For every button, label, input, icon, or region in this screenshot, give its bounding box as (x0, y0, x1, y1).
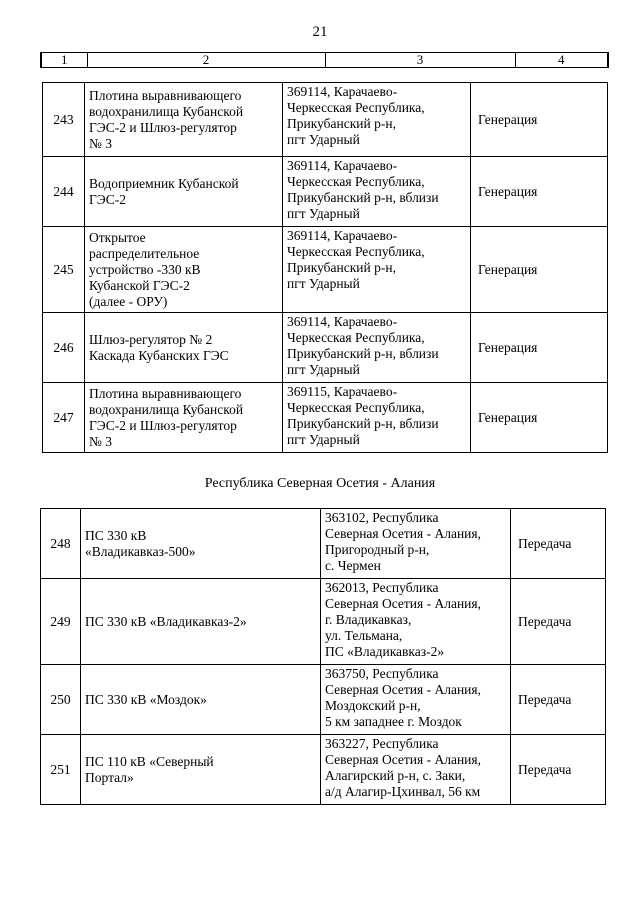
facility-name-line: ГЭС-2 (89, 191, 126, 207)
facility-address-line: Черкесская Республика, (287, 400, 425, 415)
facility-name-line: Открытое (89, 229, 146, 245)
facility-address (321, 665, 511, 735)
facility-function: Передача (511, 735, 606, 805)
facility-address-line: Моздокский р-н, (325, 698, 421, 713)
facility-address (283, 383, 471, 453)
facility-address-line: пгт Ударный (287, 132, 360, 147)
facility-address-line: пгт Ударный (287, 432, 360, 447)
facility-name-line: ПС 330 кВ (85, 527, 147, 543)
column-header: 1 (41, 53, 87, 68)
facility-address-line: Прикубанский р-н, вблизи (287, 190, 439, 205)
facility-address-line: Прикубанский р-н, (287, 116, 396, 131)
row-number: 249 (41, 579, 81, 665)
table-row (43, 313, 608, 383)
facility-address-line: 369115, Карачаево- (287, 384, 398, 399)
facility-name-line: ПС 110 кВ «Северный (85, 753, 214, 769)
facility-address-line: Прикубанский р-н, вблизи (287, 346, 439, 361)
facility-name (81, 735, 321, 805)
facility-name (81, 665, 321, 735)
row-number: 245 (43, 227, 85, 313)
facility-address-line: Черкесская Республика, (287, 244, 425, 259)
facility-function: Передача (511, 579, 606, 665)
column-header: 2 (87, 53, 325, 68)
facility-address (321, 509, 511, 579)
facility-function: Генерация (471, 83, 608, 157)
row-number: 247 (43, 383, 85, 453)
facility-address-line: пгт Ударный (287, 206, 360, 221)
facility-address-line: пгт Ударный (287, 276, 360, 291)
facility-name (81, 509, 321, 579)
column-header: 3 (325, 53, 515, 68)
facility-function: Генерация (471, 157, 608, 227)
facility-name-line: распределительное (89, 245, 200, 261)
facility-name (81, 579, 321, 665)
facility-address-line: Прикубанский р-н, (287, 260, 396, 275)
facility-name-line: ГЭС-2 и Шлюз-регулятор (89, 417, 237, 433)
facility-name-line: Портал» (85, 769, 134, 785)
facilities-table-north-ossetia (40, 508, 606, 805)
facility-address-line: Северная Осетия - Алания, (325, 752, 481, 767)
facility-address-line: Черкесская Республика, (287, 174, 425, 189)
table-row (41, 665, 606, 735)
facility-function: Генерация (471, 383, 608, 453)
facility-name-line: Каскада Кубанских ГЭС (89, 347, 229, 363)
facility-address-line: 363227, Республика (325, 736, 439, 751)
facility-address-line: Северная Осетия - Алания, (325, 526, 481, 541)
facility-address (283, 313, 471, 383)
facility-address-line: Пригородный р-н, (325, 542, 430, 557)
table-row (41, 579, 606, 665)
facility-name-line: Водоприемник Кубанской (89, 175, 239, 191)
facility-name (85, 227, 283, 313)
facility-address-line: Черкесская Республика, (287, 330, 425, 345)
table-row (43, 83, 608, 157)
facility-name (85, 157, 283, 227)
facility-address-line: 369114, Карачаево- (287, 228, 398, 243)
facility-address-line: ПС «Владикавказ-2» (325, 644, 445, 659)
facility-address-line: ул. Тельмана, (325, 628, 403, 643)
facility-address-line: 369114, Карачаево- (287, 158, 398, 173)
facility-address-line: пгт Ударный (287, 362, 360, 377)
facility-address-line: г. Владикавказ, (325, 612, 412, 627)
facility-name-line: (далее - ОРУ) (89, 293, 168, 309)
facility-name-line: № 3 (89, 135, 113, 151)
facility-address-line: Северная Осетия - Алания, (325, 682, 481, 697)
table-row (43, 383, 608, 453)
row-number: 248 (41, 509, 81, 579)
facility-name-line: ПС 330 кВ «Владикавказ-2» (85, 613, 247, 629)
facility-address-line: Прикубанский р-н, вблизи (287, 416, 439, 431)
facility-name-line: Кубанской ГЭС-2 (89, 277, 190, 293)
facility-address (283, 227, 471, 313)
table-row (43, 227, 608, 313)
facility-name-line: Плотина выравнивающего (89, 385, 242, 401)
facility-name-line: водохранилища Кубанской (89, 103, 244, 119)
table-row (43, 157, 608, 227)
facility-name (85, 313, 283, 383)
facility-address (321, 579, 511, 665)
facility-name-line: ПС 330 кВ «Моздок» (85, 691, 207, 707)
facility-name-line: Плотина выравнивающего (89, 87, 242, 103)
facility-name-line: устройство -330 кВ (89, 261, 201, 277)
row-number: 243 (43, 83, 85, 157)
facility-address-line: Черкесская Республика, (287, 100, 425, 115)
facility-address-line: Северная Осетия - Алания, (325, 596, 481, 611)
facility-address-line: 363102, Республика (325, 510, 439, 525)
page-number: 21 (312, 24, 328, 40)
column-header-table (40, 52, 609, 68)
facility-name (85, 83, 283, 157)
facility-address-line: 363750, Республика (325, 666, 439, 681)
row-number: 251 (41, 735, 81, 805)
table-row (41, 735, 606, 805)
facilities-table-karachay-cherkessia (42, 82, 608, 453)
facility-function: Передача (511, 665, 606, 735)
facility-name (85, 383, 283, 453)
facility-address-line: а/д Алагир-Цхинвал, 56 км (325, 784, 481, 799)
column-header-row (41, 53, 608, 68)
facility-address-line: 369114, Карачаево- (287, 84, 398, 99)
facility-name-line: «Владикавказ-500» (85, 543, 196, 559)
facility-name-line: № 3 (89, 433, 113, 449)
row-number: 250 (41, 665, 81, 735)
facility-address-line: 5 км западнее г. Моздок (325, 714, 462, 729)
facility-address-line: 362013, Республика (325, 580, 439, 595)
column-header: 4 (515, 53, 608, 68)
row-number: 244 (43, 157, 85, 227)
row-number: 246 (43, 313, 85, 383)
facility-name-line: водохранилища Кубанской (89, 401, 244, 417)
facility-address (283, 157, 471, 227)
facility-function: Передача (511, 509, 606, 579)
facility-address-line: с. Чермен (325, 558, 381, 573)
region-heading: Республика Северная Осетия - Алания (204, 476, 436, 491)
facility-function: Генерация (471, 227, 608, 313)
facility-name-line: Шлюз-регулятор № 2 (89, 331, 213, 347)
facility-address (283, 83, 471, 157)
facility-name-line: ГЭС-2 и Шлюз-регулятор (89, 119, 237, 135)
facility-address-line: 369114, Карачаево- (287, 314, 398, 329)
facility-function: Генерация (471, 313, 608, 383)
facility-address-line: Алагирский р-н, с. Заки, (325, 768, 466, 783)
facility-address (321, 735, 511, 805)
table-row (41, 509, 606, 579)
